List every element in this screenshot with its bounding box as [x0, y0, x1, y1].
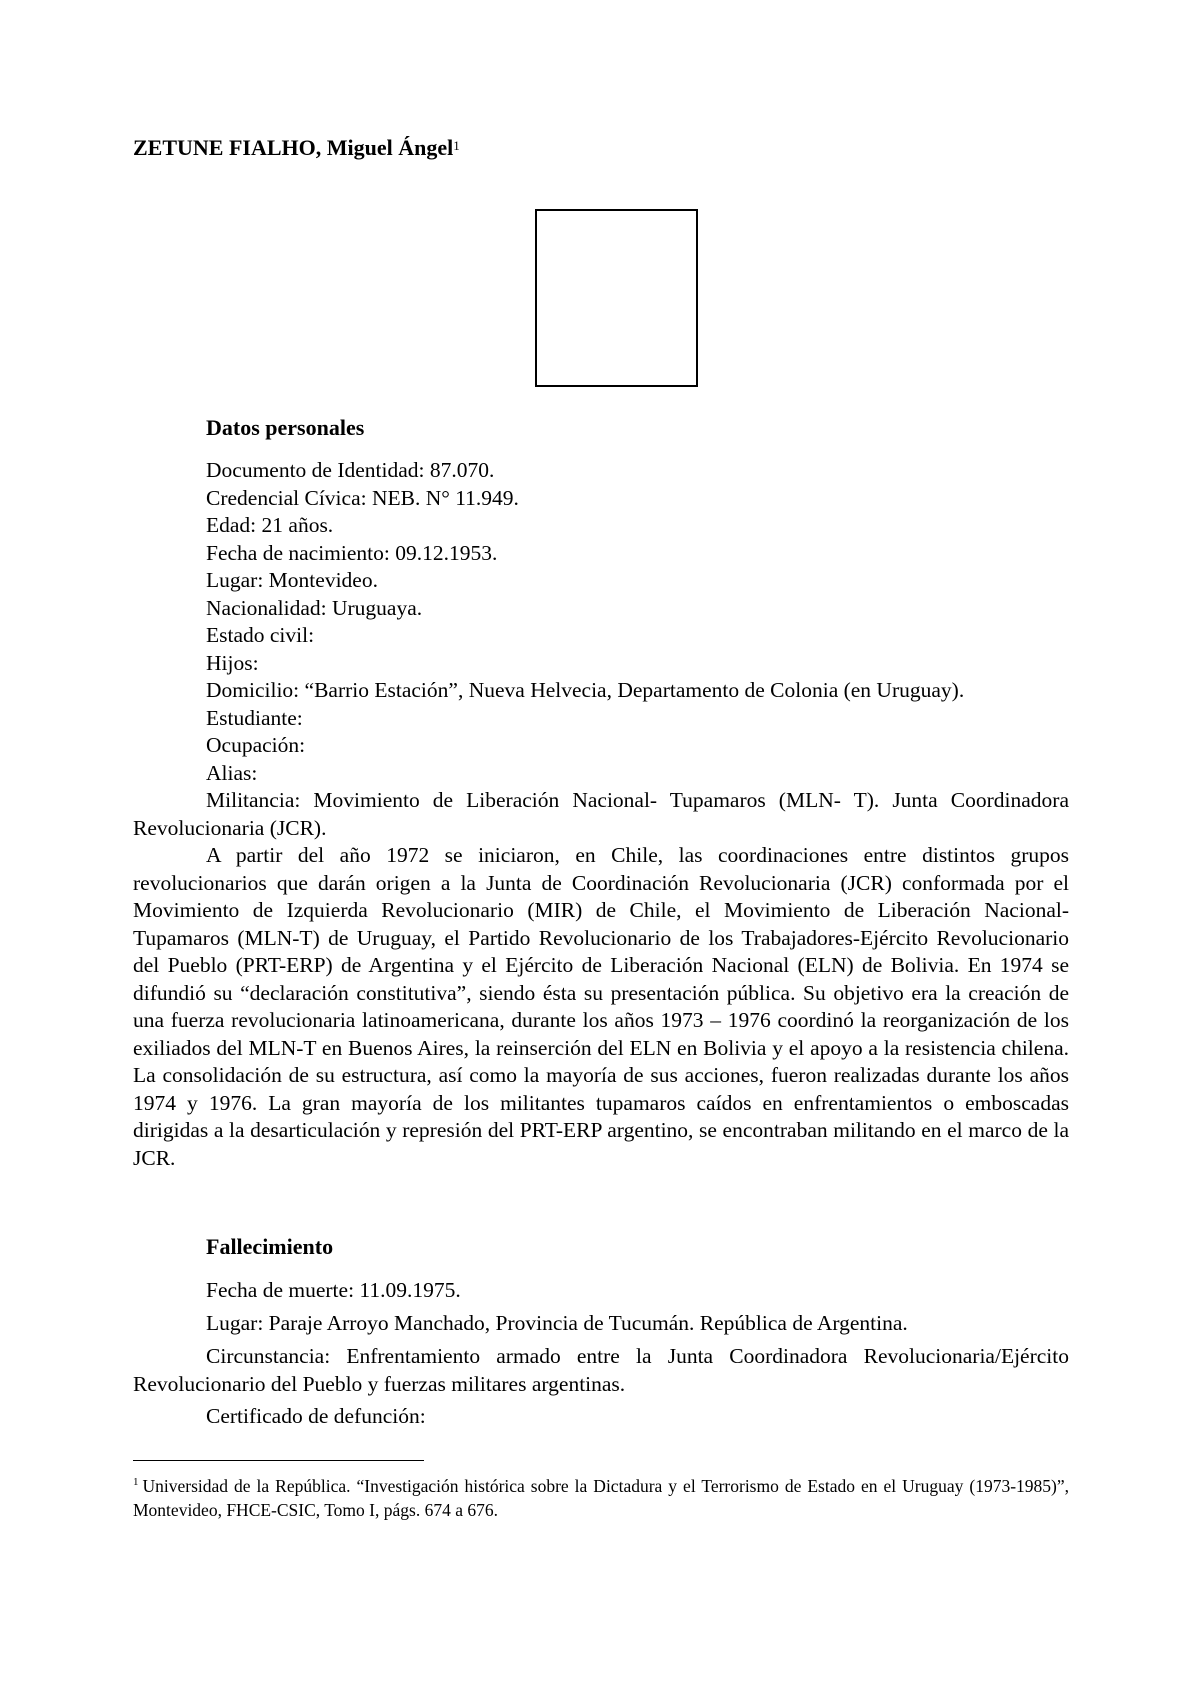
field-credencial: Credencial Cívica: NEB. N° 11.949.	[206, 486, 519, 510]
field-lugar: Lugar: Montevideo.	[206, 568, 378, 592]
jcr-paragraph: A partir del año 1972 se iniciaron, en Chile, las coordinaciones entre distintos grupos revolucionarios que darán origen a la Junta de Coordinación Revolucionaria (JCR) conformada por el Movimiento de Izquierda Revolucionario (MIR) de Chile, el Movimiento de Liberación Nacional-Tupamaros (MLN-T) de Uruguay, el Partido Revolucionario de los Trabajadores-Ejército Revolucionario del Pueblo (PRT-ERP) de Argentina y el Ejército de Liberación Nacional (ELN) de Bolivia. En 1974 se difundió su “declaración constitutiva”, siendo ésta su presentación pública. Su objetivo era la creación de una fuerza revolucionaria latinoamericana, durante los años 1973 – 1976 coordinó la reorganización de los exiliados del MLN-T en Buenos Aires, la reinserción del ELN en Bolivia y el apoyo a la resistencia chilena. La consolidación de su estructura, así como la mayoría de sus acciones, fueron realizadas durante los años 1974 y 1976. La gran mayoría de los militantes tupamaros caídos en enfrentamientos o emboscadas dirigidas a la desarticulación y represión del PRT-ERP argentino, se encontraban militando en el marco de la JCR.	[133, 843, 1069, 1170]
field-fecha-nacimiento: Fecha de nacimiento: 09.12.1953.	[206, 541, 498, 565]
field-edad: Edad: 21 años.	[206, 513, 334, 537]
field-hijos: Hijos:	[206, 651, 259, 675]
field-estudiante: Estudiante:	[206, 706, 303, 730]
field-documento: Documento de Identidad: 87.070.	[206, 458, 495, 482]
field-certificado: Certificado de defunción:	[206, 1404, 426, 1428]
field-alias: Alias:	[206, 761, 258, 785]
footnote-separator	[133, 1460, 424, 1461]
footnote-reference: 1	[453, 138, 460, 153]
field-estado-civil: Estado civil:	[206, 623, 315, 647]
field-ocupacion: Ocupación:	[206, 733, 306, 757]
field-nacionalidad: Nacionalidad: Uruguaya.	[206, 596, 423, 620]
field-militancia: Militancia: Movimiento de Liberación Nacional- Tupamaros (MLN- T). Junta Coordinadora Revolucionaria (JCR).	[133, 788, 1069, 840]
section-heading-personal: Datos personales	[206, 415, 365, 440]
footnote-number: 1	[133, 1476, 139, 1488]
field-domicilio: Domicilio: “Barrio Estación”, Nueva Helvecia, Departamento de Colonia (en Uruguay).	[206, 678, 965, 702]
person-title	[133, 134, 460, 162]
photo-placeholder	[535, 209, 698, 387]
section-heading-fallecimiento: Fallecimiento	[206, 1234, 334, 1259]
footnote-text: Universidad de la República. “Investigación histórica sobre la Dictadura y el Terrorismo de Estado en el Uruguay (1973-1985)”, Montevideo, FHCE-CSIC, Tomo I, págs. 674 a 676.	[133, 1476, 1069, 1520]
field-lugar-muerte: Lugar: Paraje Arroyo Manchado, Provincia de Tucumán. República de Argentina.	[206, 1311, 908, 1335]
field-fecha-muerte: Fecha de muerte: 11.09.1975.	[206, 1278, 461, 1302]
footnote	[133, 1474, 1069, 1522]
field-circunstancia: Circunstancia: Enfrentamiento armado entre la Junta Coordinadora Revolucionaria/Ejército Revolucionario del Pueblo y fuerzas militares argentinas.	[133, 1344, 1069, 1396]
person-name: ZETUNE FIALHO, Miguel Ángel	[133, 135, 454, 160]
